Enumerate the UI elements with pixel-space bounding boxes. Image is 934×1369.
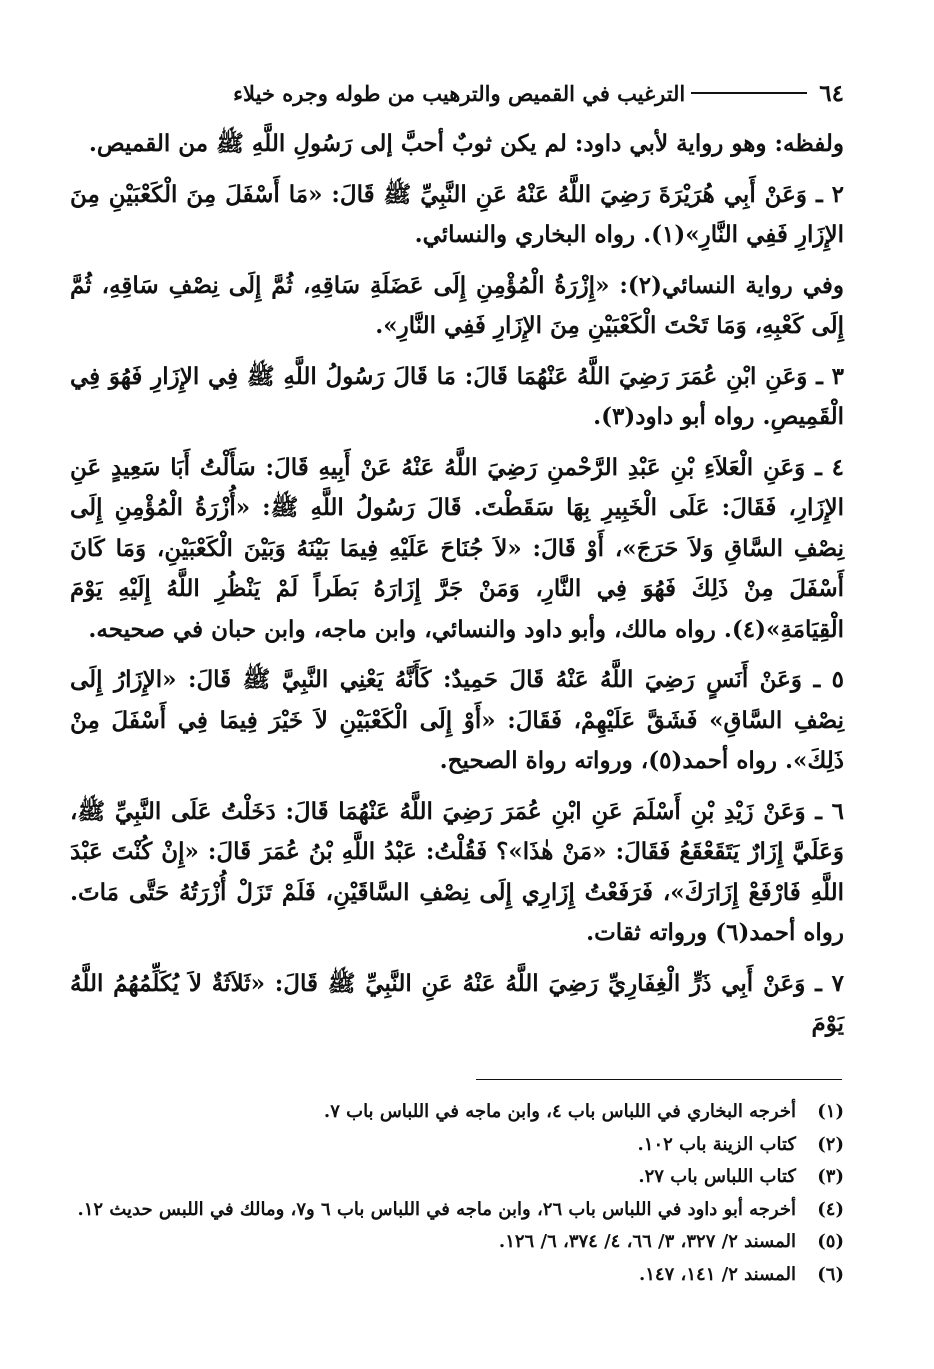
footnote xyxy=(70,1226,844,1259)
footnote xyxy=(70,1129,844,1162)
footnote-number: (١) xyxy=(817,1101,844,1122)
hadith-6: ٦ ـ وَعَنْ زَيْدِ بْنِ أَسْلَمَ عَنِ ابْنِ عُمَرَ رَضِيَ اللَّهُ عَنْهُمَا قَالَ: دَخَلْتُ عَلَى النَّبِيِّ ﷺ، وَعَلَيَّ إِزَارٌ يَتَقَعْقَعُ فَقَالَ: «مَنْ هٰذَا»؟ فَقُلْتُ: عَبْدُ اللَّهِ بْنُ عُمَرَ قَالَ: «إِنْ كُنْتَ عَبْدَ اللَّهِ فَارْفَعْ إِزَارَكَ»، فَرَفَعْتُ إِزَارِي إِلَى نِصْفِ السَّاقَيْنِ، فَلَمْ تَزَلْ أُزْرَتُهُ حَتَّى مَاتَ. رواه أحمد(٦) ورواته ثقات. xyxy=(70,797,844,946)
footnote xyxy=(70,1194,844,1227)
footnote xyxy=(70,1161,844,1194)
page-header xyxy=(68,76,844,110)
footnote-text: المسند ٢/ ٣٢٧، ٣/ ٦٦، ٤/ ٣٧٤، ٦/ ١٢٦. xyxy=(498,1231,796,1252)
hadith-3: ٣ ـ وَعَنِ ابْنِ عُمَرَ رَضِيَ اللَّهُ عَنْهُمَا قَالَ: مَا قَالَ رَسُولُ اللَّهِ ﷺ فِي الإِزَارِ فَهُوَ فِي الْقَمِيصِ. رواه أبو داود(٣). xyxy=(70,362,844,430)
hadith-7: ٧ ـ وَعَنْ أَبِي ذَرٍّ الْغِفَارِيِّ رَضِيَ اللَّهُ عَنْهُ عَنِ النَّبِيِّ ﷺ قَالَ: «ثَلاَثَةٌ لاَ يُكَلِّمُهُمُ اللَّهُ يَوْمَ xyxy=(70,969,844,1037)
footnote xyxy=(70,1096,844,1129)
footnote xyxy=(70,1259,844,1292)
footnote-text: كتاب الزينة باب ١٠٢. xyxy=(637,1133,796,1155)
nasai-variant: وفي رواية النسائي(٢): «إِزْرَةُ الْمُؤْمِنِ إِلَى عَضَلَةِ سَاقِهِ، ثُمَّ إِلَى نِصْفِ سَاقِهِ، ثُمَّ إِلَى كَعْبِهِ، وَمَا تَحْتَ الْكَعْبَيْنِ مِنَ الإِزَارِ فَفِي النَّارِ». xyxy=(70,271,844,339)
footnote-separator xyxy=(476,1079,842,1080)
footnote-number: (٤) xyxy=(817,1198,844,1220)
hadith-5: ٥ ـ وَعَنْ أَنَسٍ رَضِيَ اللَّهُ عَنْهُ قَالَ حَمِيدٌ: كَأَنَّهُ يَعْنِي النَّبِيَّ ﷺ قَالَ: «الإِزَارُ إِلَى نِصْفِ السَّاقِ» فَشَقَّ عَلَيْهِمْ، فَقَالَ: «أَوْ إِلَى الْكَعْبَيْنِ لاَ خَيْرَ فِيمَا فِي أَسْفَلَ مِنْ ذَلِكَ». رواه أحمد(٥)، ورواته رواة الصحيح. xyxy=(70,666,844,774)
hadith-2: ٢ ـ وَعَنْ أَبِي هُرَيْرَةَ رَضِيَ اللَّهُ عَنْهُ عَنِ النَّبِيِّ ﷺ قَالَ: «مَا أَسْفَلَ مِنَ الْكَعْبَيْنِ مِنَ الإِزَارِ فَفِي النَّارِ»(١). رواه البخاري والنسائي. xyxy=(70,180,844,248)
footnote-number: (٥) xyxy=(817,1231,844,1252)
footnote-text: كتاب اللباس باب ٢٧. xyxy=(638,1166,796,1187)
hadith-4: ٤ ـ وَعَنِ الْعَلاَءِ بْنِ عَبْدِ الرَّحْمنِ رَضِيَ اللَّهُ عَنْهُ عَنْ أَبِيهِ قَالَ: سَأَلْتُ أَبَا سَعِيدٍ عَنِ الإِزَارِ، فَقَالَ: عَلَى الْخَبِيرِ بِهَا سَقَطْتَ. قَالَ رَسُولُ اللَّهِ ﷺ: «أُزْرَةُ الْمُؤْمِنِ إِلَى نِصْفِ السَّاقِ وَلاَ حَرَجَ»، أَوْ قَالَ: «لاَ جُنَاحَ عَلَيْهِ فِيمَا بَيْنَهُ وَبَيْنَ الْكَعْبَيْنِ، وَمَا كَانَ أَسْفَلَ مِنْ ذَلِكَ فَهُوَ فِي النَّارِ، وَمَنْ جَرَّ إِزَارَهُ بَطَراً لَمْ يَنْظُرِ اللَّهُ إِلَيْهِ يَوْمَ الْقِيَامَةِ»(٤). رواه مالك، وأبو داود والنسائي، وابن ماجه، وابن حبان في صحيحه. xyxy=(70,453,844,643)
running-title: الترغيب في القميص والترهيب من طوله وجره خيلاء xyxy=(233,80,686,106)
page-number: ٦٤ xyxy=(819,79,844,107)
paragraph: ولفظه: وهو رواية لأبي داود: لم يكن ثوبٌ أحبَّ إلى رَسُولِ اللَّهِ ﷺ من القميص. xyxy=(88,130,844,157)
footnote-text: أخرجه البخاري في اللباس باب ٤، وابن ماجه في اللباس باب ٧. xyxy=(323,1101,796,1122)
footnote-number: (٢) xyxy=(817,1133,844,1155)
footnotes xyxy=(70,1096,844,1291)
footnote-text: أخرجه أبو داود في اللباس باب ٢٦، وابن ماجه في اللباس باب ٦ و٧، ومالك في اللبس حديث ١٢. xyxy=(77,1198,796,1220)
footnote-text: المسند ٢/ ١٤١، ١٤٧. xyxy=(638,1263,796,1285)
footnote-number: (٣) xyxy=(817,1166,844,1187)
header-rule xyxy=(691,92,807,94)
main-text xyxy=(70,124,844,1055)
footnote-number: (٦) xyxy=(817,1263,844,1285)
